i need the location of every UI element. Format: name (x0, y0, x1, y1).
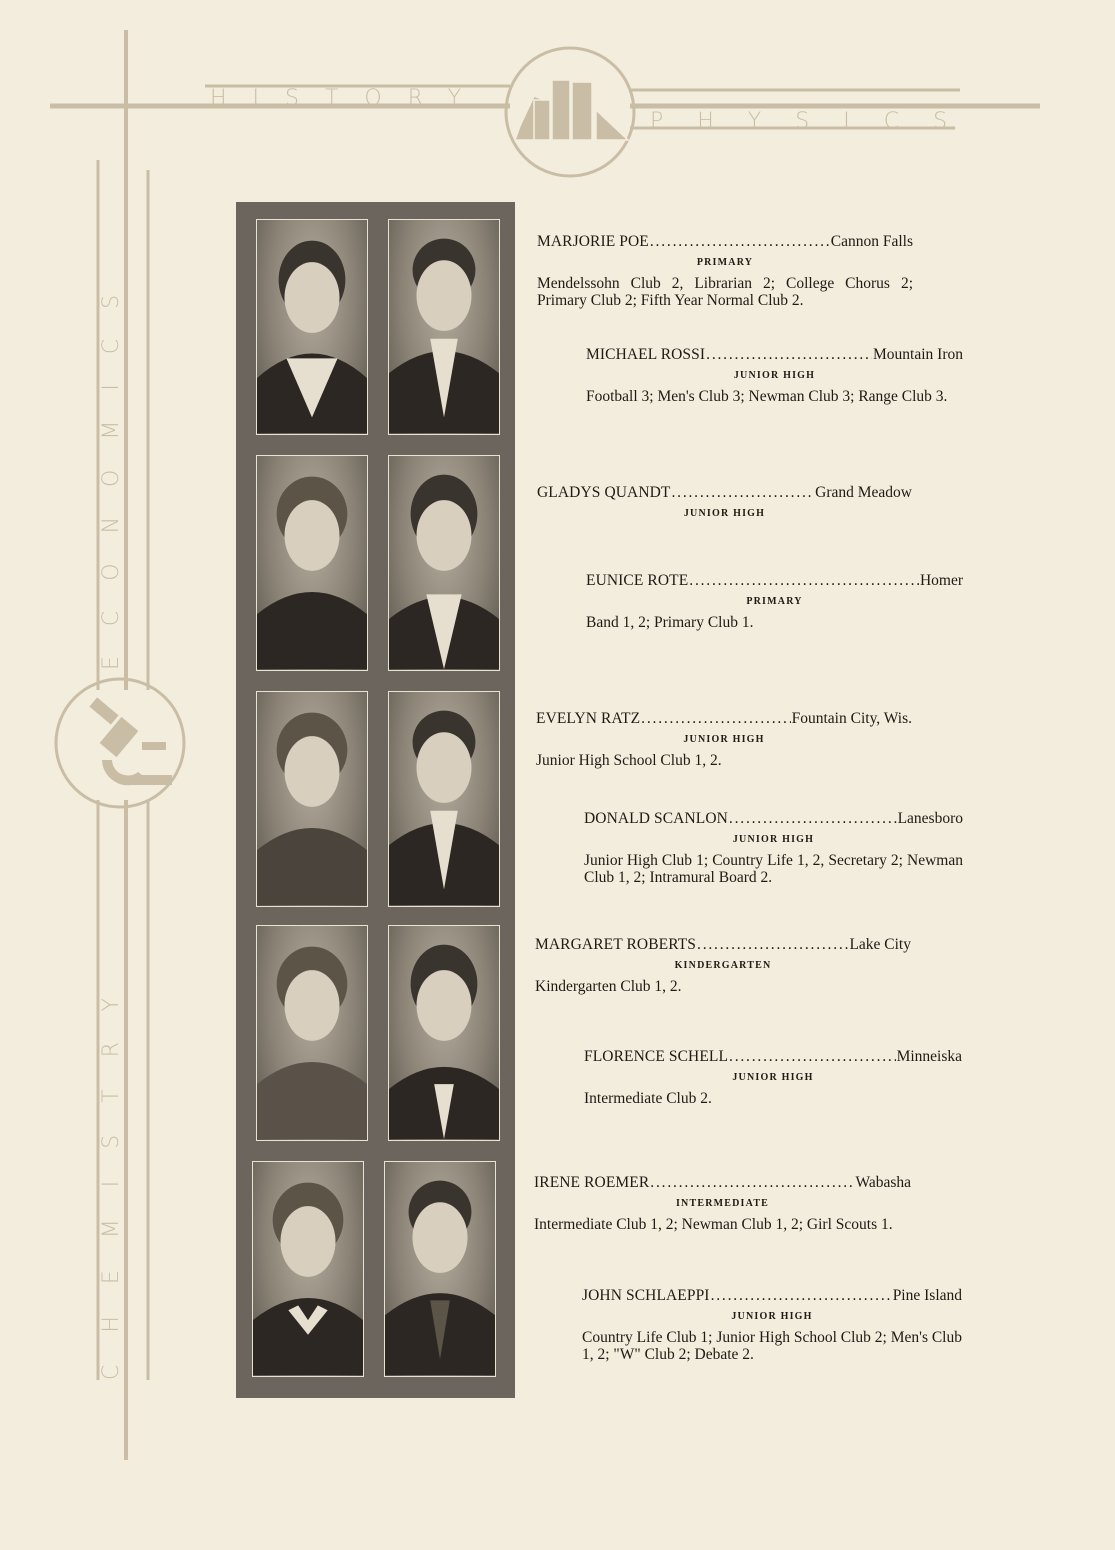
activities-text: Mendelssohn Club 2, Librarian 2; College Chorus 2; Primary Club 2; Fifth Year Normal Club 2. (537, 275, 913, 309)
student-name: MARGARET ROBERTS (535, 936, 697, 953)
division-label: JUNIOR HIGH (732, 1072, 814, 1083)
student-name: DONALD SCANLON (584, 810, 728, 827)
dot-leader (641, 710, 790, 727)
activities-text: Country Life Club 1; Junior High School Club 2; Men's Club 1, 2; "W" Club 2; Debate 2. (582, 1329, 962, 1363)
activities-text: Football 3; Men's Club 3; Newman Club 3; Range Club 3. (586, 388, 948, 405)
activities-text: Kindergarten Club 1, 2. (535, 978, 682, 995)
dot-leader (650, 1174, 854, 1191)
hometown: Mountain Iron (873, 346, 963, 363)
chemistry-side-word: CHEMISTRY (99, 966, 124, 1380)
hometown: Grand Meadow (815, 484, 912, 501)
division-label: JUNIOR HIGH (733, 370, 816, 381)
division-label: INTERMEDIATE (675, 1198, 770, 1209)
division-label: KINDERGARTEN (674, 960, 772, 971)
division-label: PRIMARY (746, 596, 803, 607)
dot-leader (711, 1287, 892, 1304)
student-name: FLORENCE SCHELL (584, 1048, 729, 1065)
dot-leader (729, 810, 897, 827)
dot-leader (697, 936, 848, 953)
portrait-photo (388, 691, 500, 907)
economics-side-word: ECONOMICS (99, 264, 124, 670)
portrait-photo (256, 691, 368, 907)
division-label: JUNIOR HIGH (683, 734, 765, 745)
activities-text: Intermediate Club 1, 2; Newman Club 1, 2; Girl Scouts 1. (534, 1216, 893, 1233)
dot-leader (729, 1048, 896, 1065)
portrait-photo (256, 455, 368, 671)
student-name: JOHN SCHLAEPPI (582, 1287, 710, 1304)
student-entry (586, 572, 963, 631)
portrait-photo (388, 925, 500, 1141)
portrait-panel (236, 202, 515, 1398)
portrait-photo (388, 455, 500, 671)
student-entry (537, 484, 912, 526)
hometown: Pine Island (892, 1287, 962, 1304)
student-name: GLADYS QUANDT (537, 484, 671, 501)
hometown: Wabasha (855, 1174, 911, 1191)
portrait-photo (256, 219, 368, 435)
student-name: MICHAEL ROSSI (586, 346, 706, 363)
activities-text: Junior High School Club 1, 2. (536, 752, 722, 769)
student-entry (586, 346, 963, 405)
dot-leader (650, 233, 830, 250)
portrait-photo (252, 1161, 364, 1377)
hometown: Minneiska (896, 1048, 962, 1065)
student-entry (535, 936, 911, 995)
hometown: Homer (919, 572, 963, 589)
division-label: JUNIOR HIGH (732, 834, 815, 845)
student-name: MARJORIE POE (537, 233, 649, 250)
portrait-photo (384, 1161, 496, 1377)
student-entry (582, 1287, 962, 1363)
hometown: Cannon Falls (830, 233, 913, 250)
division-label: PRIMARY (696, 257, 754, 268)
portrait-photo (256, 925, 368, 1141)
student-name: EUNICE ROTE (586, 572, 689, 589)
dot-leader (671, 484, 814, 501)
division-label: JUNIOR HIGH (731, 1311, 813, 1322)
history-header-word: HISTORY (210, 86, 488, 111)
activities-text: Junior High Club 1; Country Life 1, 2, Secretary 2; Newman Club 1, 2; Intramural Board 2. (584, 852, 963, 886)
portrait-photo (388, 219, 500, 435)
student-entry (584, 810, 963, 886)
student-entry (534, 1174, 911, 1233)
activities-text: Band 1, 2; Primary Club 1. (586, 614, 754, 631)
hometown: Fountain City, Wis. (791, 710, 912, 727)
student-entry (584, 1048, 962, 1107)
hometown: Lake City (849, 936, 911, 953)
student-name: IRENE ROEMER (534, 1174, 650, 1191)
dot-leader (706, 346, 872, 363)
microscope-emblem-icon (89, 697, 172, 785)
division-label: JUNIOR HIGH (683, 508, 766, 519)
physics-header-word: PHYSICS (650, 109, 982, 134)
activities-text: Intermediate Club 2. (584, 1090, 712, 1107)
student-name: EVELYN RATZ (536, 710, 641, 727)
hometown: Lanesboro (897, 810, 963, 827)
dot-leader (689, 572, 919, 589)
books-emblem-icon (515, 80, 628, 140)
student-entry (536, 710, 912, 769)
student-entry (537, 233, 913, 309)
